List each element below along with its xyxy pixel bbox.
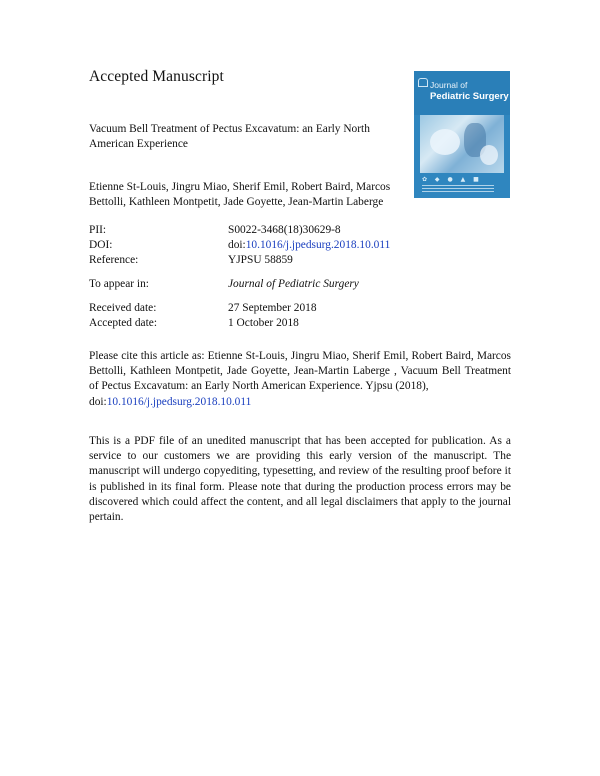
appear-value: Journal of Pediatric Surgery <box>228 278 359 290</box>
publisher-logo-icon <box>418 78 428 87</box>
cover-journal-line2: Pediatric Surgery <box>430 91 509 102</box>
cover-fine-print <box>422 185 494 194</box>
cover-footer <box>414 173 510 198</box>
appear-label: To appear in: <box>89 278 149 290</box>
received-value: 27 September 2018 <box>228 302 317 314</box>
reference-value: YJPSU 58859 <box>228 254 293 266</box>
author-list: Etienne St-Louis, Jingru Miao, Sherif Emil, Robert Baird, Marcos Bettolli, Kathleen Montpetit, Jade Goyette, Jean-Martin Laberge <box>89 181 391 208</box>
manuscript-notice: This is a PDF file of an unedited manuscript that has been accepted for publication. As a service to our customers we are providing this early version of the manuscript. The manuscript will undergo copyediting, typesetting, and review of the resulting proof before it is published in its final form. Please note that during the production process errors may be discovered which could affect the content, and all legal disclaimers that apply to the journal pertain. <box>89 435 511 524</box>
doi-value: doi:10.1016/j.jpedsurg.2018.10.011 <box>228 239 391 251</box>
cover-header <box>414 71 510 115</box>
doi-link[interactable]: 10.1016/j.jpedsurg.2018.10.011 <box>245 239 391 251</box>
accepted-value: 1 October 2018 <box>228 317 299 329</box>
cover-journal-line1: Journal of <box>430 80 468 90</box>
journal-cover-image <box>414 71 510 198</box>
article-title: Vacuum Bell Treatment of Pectus Excavatum: an Early North American Experience <box>89 123 370 150</box>
pii-value: S0022-3468(18)30629-8 <box>228 224 341 236</box>
page-heading: Accepted Manuscript <box>89 68 224 85</box>
reference-label: Reference: <box>89 254 139 266</box>
citation-doi-link[interactable]: 10.1016/j.jpedsurg.2018.10.011 <box>106 395 252 408</box>
accepted-label: Accepted date: <box>89 317 157 329</box>
society-logos-icon: ✿ ◆ ● ▲ ■ <box>422 176 482 183</box>
pii-label: PII: <box>89 224 107 236</box>
citation-paragraph: Please cite this article as: Etienne St-Louis, Jingru Miao, Sherif Emil, Robert Baird, Marcos Bettolli, Kathleen Montpetit, Jade Goyette, Jean-Martin Laberge , Vacuum Bell Treatment of Pectus Excavatum: an Early North American Experience. Yjpsu (2018), doi:10.1016/j.jpedsurg.2018.10.011 <box>89 350 511 408</box>
cover-photo <box>420 115 504 173</box>
doi-label: DOI: <box>89 239 113 251</box>
received-label: Received date: <box>89 302 157 314</box>
